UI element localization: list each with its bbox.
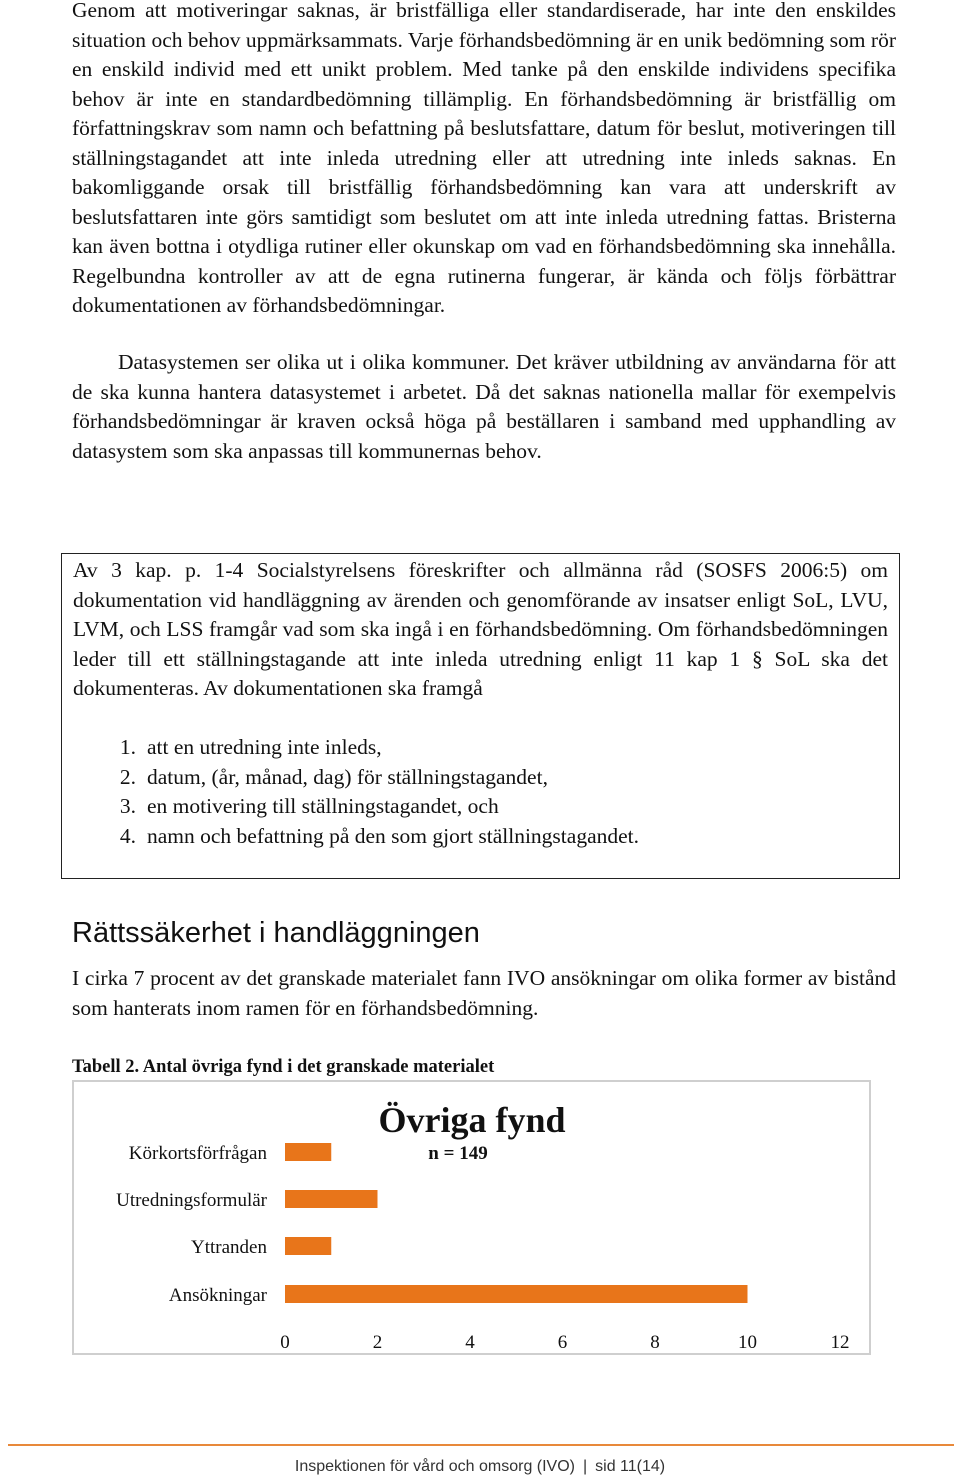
list-item	[73, 822, 639, 852]
x-tick-label: 6	[557, 1332, 568, 1353]
x-tick-label: 0	[280, 1332, 290, 1353]
bar	[285, 1237, 331, 1255]
category-label: Yttranden	[191, 1237, 267, 1258]
footer-page-number: sid 11(14)	[595, 1458, 666, 1475]
x-tick-label: 8	[650, 1332, 660, 1353]
footer-divider	[8, 1444, 954, 1446]
chart-title: Övriga fynd	[378, 1100, 566, 1140]
category-label: Ansökningar	[168, 1285, 267, 1306]
bar-chart	[74, 1082, 869, 1353]
table-caption: Tabell 2. Antal övriga fynd i det granskade materialet	[72, 1057, 495, 1077]
footer-org: Inspektionen för vård och omsorg (IVO)	[294, 1458, 575, 1475]
body-paragraph-2: Datasystemen ser olika ut i olika kommuner. Det kräver utbildning av användarna för att de ska kunna hantera datasystemet i arbetet. Då det saknas nationella mallar för exempelvis förhandsbedömningar är kraven också höga på beställaren i samband med upphandling av datasystem som ska anpassas till kommunernas behov.	[72, 350, 896, 463]
category-label: Körkortsförfrågan	[128, 1143, 267, 1164]
list-item-text: att en utredning inte inleds,	[147, 735, 382, 759]
x-tick-label: 12	[830, 1332, 850, 1353]
page-footer	[0, 1458, 960, 1476]
list-item-text: namn och befattning på den som gjort ställningstagandet.	[147, 823, 640, 848]
list-item	[73, 763, 639, 793]
list-item	[73, 733, 639, 763]
list-item	[73, 792, 639, 822]
section-heading: Rättssäkerhet i handläggningen	[72, 917, 480, 949]
x-tick-label: 4	[465, 1332, 475, 1353]
x-tick-label: 10	[738, 1332, 757, 1353]
list-item-number: 3.	[119, 794, 136, 818]
category-label: Utredningsformulär	[116, 1190, 267, 1211]
list-item-text: en motivering till ställningstagandet, och	[147, 794, 499, 818]
bar	[285, 1285, 748, 1303]
section-paragraph: I cirka 7 procent av det granskade materialet fann IVO ansökningar om olika former av bistånd som hanterats inom ramen för en förhandsbedömning.	[72, 966, 896, 1020]
footer-separator: |	[583, 1458, 588, 1475]
regulation-list	[73, 733, 639, 851]
bar	[285, 1143, 331, 1161]
list-item-number: 1.	[119, 735, 136, 759]
regulation-box	[61, 553, 900, 879]
regulation-text: Av 3 kap. p. 1-4 Socialstyrelsens föreskrifter och allmänna råd (SOSFS 2006:5) om dokumentation vid handläggning av ärenden och genomförande av insatser enligt SoL, LVU, LVM, och LSS framgår vad som ska ingå i en förhandsbedömning. Om förhandsbedömningen leder till ett ställningstagande att inte inleda utredning enligt 11 kap 1 § SoL ska det dokumenteras. Av dokumentationen ska framgå	[73, 558, 888, 700]
x-tick-label: 2	[372, 1332, 383, 1353]
chart-subtitle: n = 149	[428, 1143, 488, 1164]
list-item-number: 2.	[119, 764, 136, 789]
body-paragraph-1: Genom att motiveringar saknas, är bristfälliga eller standardiserade, har inte den enskildes situation och behov uppmärksammats. Varje förhandsbedömning är en unik bedömning som rör en enskild individ med ett unikt problem. Med tanke på den enskilde individens specifika behov är inte en standardbedömning tillämplig. En förhandsbedömning är bristfällig om författningskrav som namn och befattning på beslutsfattare, datum för beslut, motiveringen till ställningstagandet att inte inleda utredning eller att utredning inte inleds saknas. En bakomliggande orsak till bristfällig förhandsbedömning kan vara att underskrift av beslutsfattaren inte görs samtidigt som beslutet om att inte inleda utredning fattas. Bristerna kan även bottna i otydliga rutiner eller okunskap om vad en förhandsbedömning ska innehålla. Regelbundna kontroller av att de egna rutinerna fungerar, är kända och följs förbättrar dokumentationen av förhandsbedömningar.	[72, 0, 896, 317]
list-item-text: datum, (år, månad, dag) för ställningstagandet,	[147, 764, 548, 789]
chart-frame	[72, 1080, 871, 1355]
bar	[285, 1190, 378, 1208]
list-item-number: 4.	[119, 823, 136, 848]
